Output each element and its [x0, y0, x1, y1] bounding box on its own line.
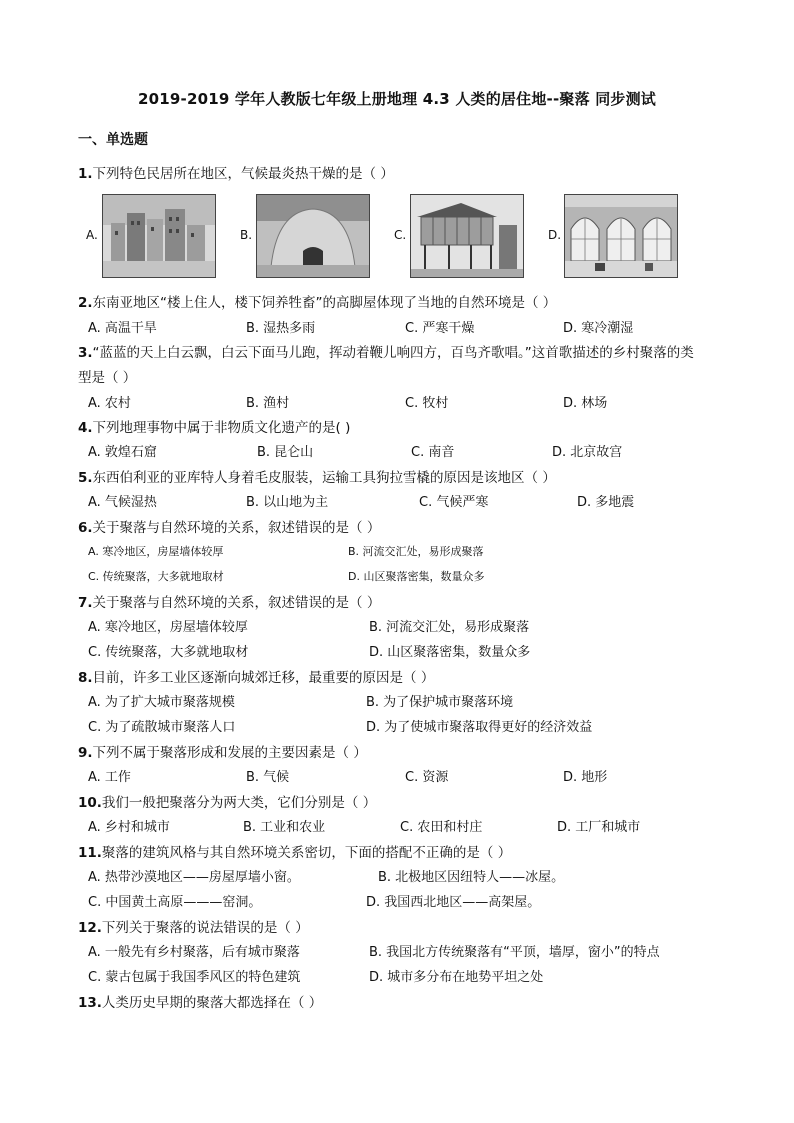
- question-10: [78, 791, 376, 811]
- question-text: 目前，许多工业区逐渐向城郊迁移，最重要的原因是（ ）: [92, 670, 435, 686]
- option-b: B. 以山地为主: [246, 495, 329, 510]
- option-c: C. 牧村: [405, 396, 449, 411]
- option-d: D. 工厂和城市: [557, 820, 641, 835]
- option-b: B. 为了保护城市聚落环境: [366, 695, 514, 710]
- option-c: C. 严寒干燥: [405, 321, 475, 336]
- question-number: 2.: [78, 295, 93, 311]
- question-number: 9.: [78, 745, 93, 761]
- option-a: A. 热带沙漠地区——房屋厚墙小窗。: [88, 870, 300, 885]
- question-1: [78, 162, 394, 182]
- desert-town-photo-icon: [102, 194, 216, 278]
- option-a: A. 寒冷地区，房屋墙体较厚: [88, 545, 224, 558]
- question-9: [78, 741, 367, 761]
- option-a: A. 气候湿热: [88, 495, 157, 510]
- option-a: A. 乡村和城市: [88, 820, 170, 835]
- question-12: [78, 916, 309, 936]
- question-text: 关于聚落与自然环境的关系，叙述错误的是（ ）: [92, 520, 381, 536]
- option-a: A. 为了扩大城市聚落规模: [88, 695, 235, 710]
- question-number: 10.: [78, 795, 102, 811]
- stilt-house-photo-icon: [410, 194, 524, 278]
- option-a: A. 农村: [88, 396, 131, 411]
- option-c: C. 蒙古包属于我国季风区的特色建筑: [88, 970, 301, 985]
- option-d: D. 城市多分布在地势平坦之处: [369, 970, 544, 985]
- question-number: 1.: [78, 166, 93, 182]
- question-5: [78, 466, 556, 486]
- option-c: C. 南音: [411, 445, 455, 460]
- question-text: 下列不属于聚落形成和发展的主要因素是（ ）: [92, 745, 367, 761]
- option-label: B.: [240, 228, 253, 242]
- option-a: A. 寒冷地区，房屋墙体较厚: [88, 620, 248, 635]
- question-11: [78, 841, 511, 861]
- question-4: [78, 416, 350, 436]
- option-d: D. 山区聚落密集，数量众多: [369, 645, 531, 660]
- question-text: 下列地理事物中属于非物质文化遗产的是( ): [92, 420, 351, 436]
- question-13: [78, 991, 322, 1011]
- option-d: D. 林场: [563, 396, 608, 411]
- question-number: 8.: [78, 670, 93, 686]
- image-options: [86, 194, 706, 276]
- question-number: 3.: [78, 345, 93, 361]
- question-text: 东南亚地区“楼上住人，楼下饲养牲畜”的高脚屋体现了当地的自然环境是（ ）: [92, 295, 557, 311]
- option-d: D. 多地震: [577, 495, 635, 510]
- option-c: C. 传统聚落，大多就地取材: [88, 645, 249, 660]
- question-text: 东西伯利亚的亚库特人身着毛皮服装，运输工具狗拉雪橇的原因是该地区（ ）: [92, 470, 556, 486]
- option-d: D. 寒冷潮湿: [563, 321, 634, 336]
- option-c: C. 为了疏散城市聚落人口: [88, 720, 236, 735]
- option-b: B. 河流交汇处，易形成聚落: [369, 620, 530, 635]
- option-c: C. 传统聚落，大多就地取材: [88, 570, 224, 583]
- question-2: [78, 291, 556, 311]
- question-text: 聚落的建筑风格与其自然环境关系密切，下面的搭配不正确的是（ ）: [101, 845, 512, 861]
- question-text: 关于聚落与自然环境的关系，叙述错误的是（ ）: [92, 595, 381, 611]
- option-d: D. 地形: [563, 770, 608, 785]
- option-b: B. 工业和农业: [243, 820, 326, 835]
- option-b: B. 气候: [246, 770, 290, 785]
- question-number: 11.: [78, 845, 102, 861]
- question-8: [78, 666, 434, 686]
- question-number: 7.: [78, 595, 93, 611]
- option-b: B. 昆仑山: [257, 445, 314, 460]
- option-c: C. 中国黄土高原———窑洞。: [88, 895, 262, 910]
- option-a: A. 敦煌石窟: [88, 445, 157, 460]
- question-text: 人类历史早期的聚落大都选择在（ ）: [101, 995, 323, 1011]
- question-number: 4.: [78, 420, 93, 436]
- question-text: “蓝蓝的天上白云飘，白云下面马儿跑，挥动着鞭儿响四方，百鸟齐歌唱。”这首歌描述的乡村聚落的类: [92, 345, 694, 361]
- option-b: B. 北极地区因纽特人——冰屋。: [378, 870, 565, 885]
- option-a: A. 工作: [88, 770, 131, 785]
- question-7: [78, 591, 380, 611]
- option-b: B. 湿热多雨: [246, 321, 316, 336]
- question-text: 下列特色民居所在地区，气候最炎热干燥的是（ ）: [92, 166, 394, 182]
- question-3-continued: 型是（ ）: [78, 370, 137, 386]
- question-3: [78, 341, 694, 361]
- option-c: C. 农田和村庄: [400, 820, 483, 835]
- question-text: 下列关于聚落的说法错误的是（ ）: [101, 920, 309, 936]
- cave-dwelling-photo-icon: [564, 194, 678, 278]
- question-number: 13.: [78, 995, 102, 1011]
- question-number: 6.: [78, 520, 93, 536]
- document-title: 2019-2019 学年人教版七年级上册地理 4.3 人类的居住地--聚落 同步测试: [137, 90, 657, 108]
- option-label: C.: [394, 228, 407, 242]
- question-text: 我们一般把聚落分为两大类，它们分别是（ ）: [101, 795, 377, 811]
- option-b: B. 河流交汇处，易形成聚落: [348, 545, 484, 558]
- question-number: 12.: [78, 920, 102, 936]
- option-d: D. 我国西北地区——高架屋。: [366, 895, 541, 910]
- option-d: D. 山区聚落密集，数量众多: [348, 570, 485, 583]
- question-number: 5.: [78, 470, 93, 486]
- option-label: A.: [86, 228, 98, 242]
- option-d: D. 为了使城市聚落取得更好的经济效益: [366, 720, 593, 735]
- option-a: A. 高温干旱: [88, 321, 157, 336]
- option-c: C. 资源: [405, 770, 449, 785]
- section-heading: 一、单选题: [78, 132, 148, 148]
- option-label: D.: [548, 228, 562, 242]
- stone-hut-photo-icon: [256, 194, 370, 278]
- option-c: C. 气候严寒: [419, 495, 489, 510]
- option-d: D. 北京故宫: [552, 445, 623, 460]
- option-b: B. 渔村: [246, 396, 290, 411]
- option-b: B. 我国北方传统聚落有“平顶，墙厚，窗小”的特点: [369, 945, 660, 960]
- option-a: A. 一般先有乡村聚落，后有城市聚落: [88, 945, 300, 960]
- question-6: [78, 516, 380, 536]
